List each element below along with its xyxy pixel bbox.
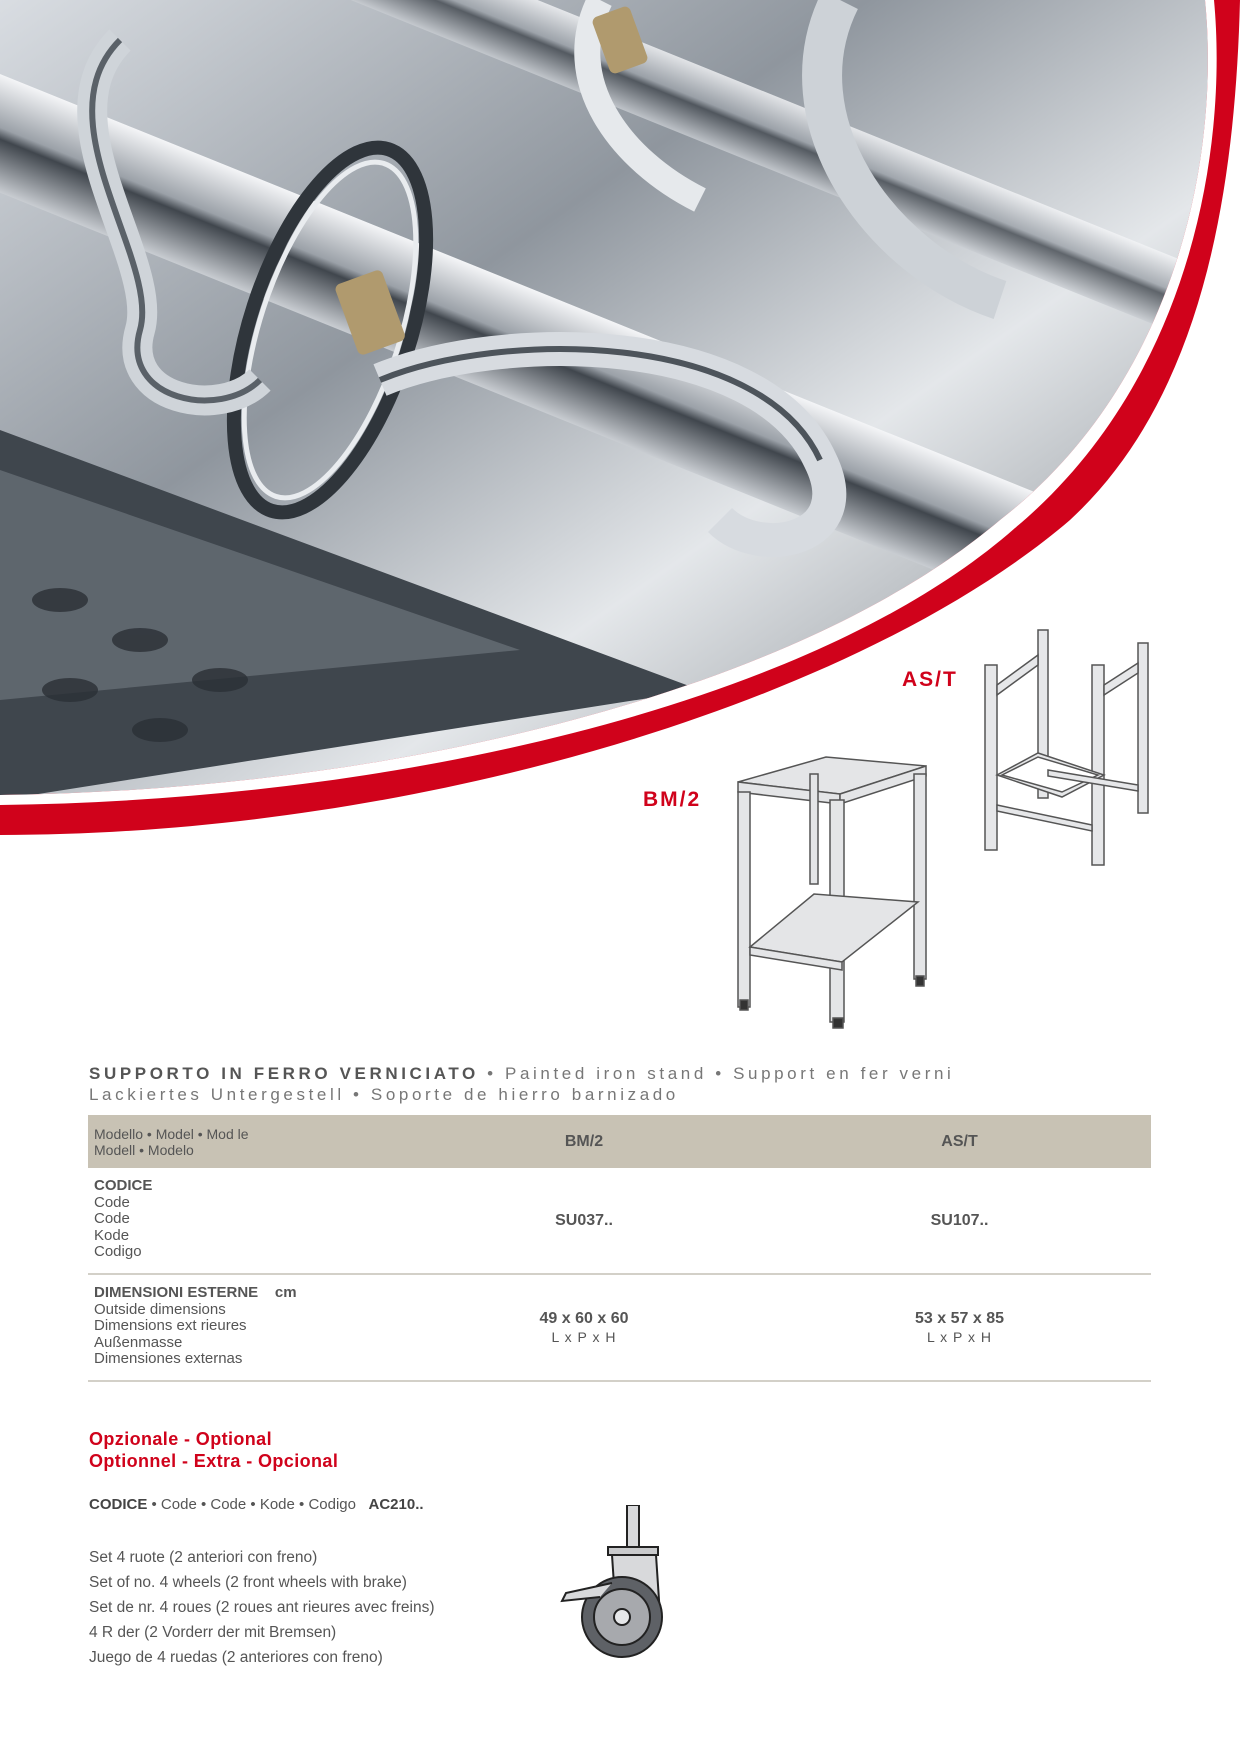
code-value: AC210.. bbox=[368, 1496, 424, 1513]
optional-description bbox=[89, 1545, 434, 1670]
description-line: Set of no. 4 wheels (2 front wheels with brake) bbox=[89, 1574, 407, 1591]
row-label-line: Dimensions ext rieures bbox=[94, 1317, 247, 1334]
spec-table bbox=[88, 1115, 1151, 1382]
value-sub: L x P x H bbox=[926, 1328, 993, 1345]
header-model-label bbox=[88, 1115, 400, 1168]
cell-value bbox=[768, 1168, 1151, 1274]
code-label: CODICE bbox=[89, 1496, 148, 1513]
row-label-line: Dimensiones externas bbox=[94, 1350, 243, 1367]
column-bm2: BM/2 bbox=[400, 1115, 768, 1168]
description-line: Juego de 4 ruedas (2 anteriores con freno) bbox=[89, 1649, 383, 1666]
optional-code bbox=[89, 1496, 424, 1513]
product-label-ast: AS/T bbox=[902, 668, 958, 691]
section-heading bbox=[89, 1063, 954, 1105]
row-title: DIMENSIONI ESTERNE bbox=[94, 1284, 259, 1301]
code-langs: • Code • Code • Kode • Codigo bbox=[151, 1496, 356, 1513]
row-label-line: Code bbox=[94, 1210, 130, 1228]
cell-value bbox=[400, 1168, 768, 1274]
value-main: 53 x 57 x 85 bbox=[915, 1309, 1004, 1327]
row-label-line: Kode bbox=[94, 1226, 130, 1244]
header-label-line: Modell • Modelo bbox=[94, 1141, 194, 1158]
row-title: CODICE bbox=[94, 1177, 153, 1195]
heading-line2: Lackiertes Untergestell • Soporte de hierro barnizado bbox=[89, 1085, 679, 1104]
optional-title bbox=[89, 1428, 338, 1472]
value-main: SU107.. bbox=[930, 1211, 989, 1229]
product-label-bm2: BM/2 bbox=[643, 788, 702, 811]
cell-value bbox=[400, 1274, 768, 1381]
heading-line1-rest: • Painted iron stand • Support en fer verni bbox=[487, 1064, 955, 1083]
value-sub: L x P x H bbox=[551, 1328, 617, 1345]
value-main: 49 x 60 x 60 bbox=[539, 1309, 629, 1327]
row-label-line: Codigo bbox=[94, 1243, 142, 1261]
column-ast: AS/T bbox=[768, 1115, 1151, 1168]
description-line: 4 R der (2 Vorderr der mit Bremsen) bbox=[89, 1624, 337, 1641]
header-label-line: Modello • Model • Mod le bbox=[94, 1125, 249, 1142]
row-label bbox=[88, 1168, 400, 1274]
row-unit: cm bbox=[274, 1284, 297, 1301]
optional-title-line2: Optionnel - Extra - Opcional bbox=[89, 1451, 339, 1471]
row-label-line: Outside dimensions bbox=[94, 1300, 226, 1318]
table-header-row bbox=[88, 1115, 1151, 1168]
cell-value bbox=[768, 1274, 1151, 1381]
row-label-line: Code bbox=[94, 1193, 130, 1211]
ast-stand-image bbox=[980, 625, 1155, 870]
castor-wheel-image bbox=[560, 1505, 680, 1665]
value-main: SU037.. bbox=[555, 1211, 613, 1229]
table-row bbox=[88, 1274, 1151, 1381]
row-label-line: Außenmasse bbox=[94, 1333, 183, 1351]
description-line: Set 4 ruote (2 anteriori con freno) bbox=[89, 1549, 318, 1566]
bm2-stand-image bbox=[730, 752, 935, 1034]
heading-bold: SUPPORTO IN FERRO VERNICIATO bbox=[89, 1064, 479, 1083]
row-label bbox=[88, 1274, 400, 1381]
table-row bbox=[88, 1168, 1151, 1274]
optional-title-line1: Opzionale - Optional bbox=[89, 1429, 272, 1449]
description-line: Set de nr. 4 roues (2 roues ant rieures avec freins) bbox=[89, 1599, 435, 1616]
